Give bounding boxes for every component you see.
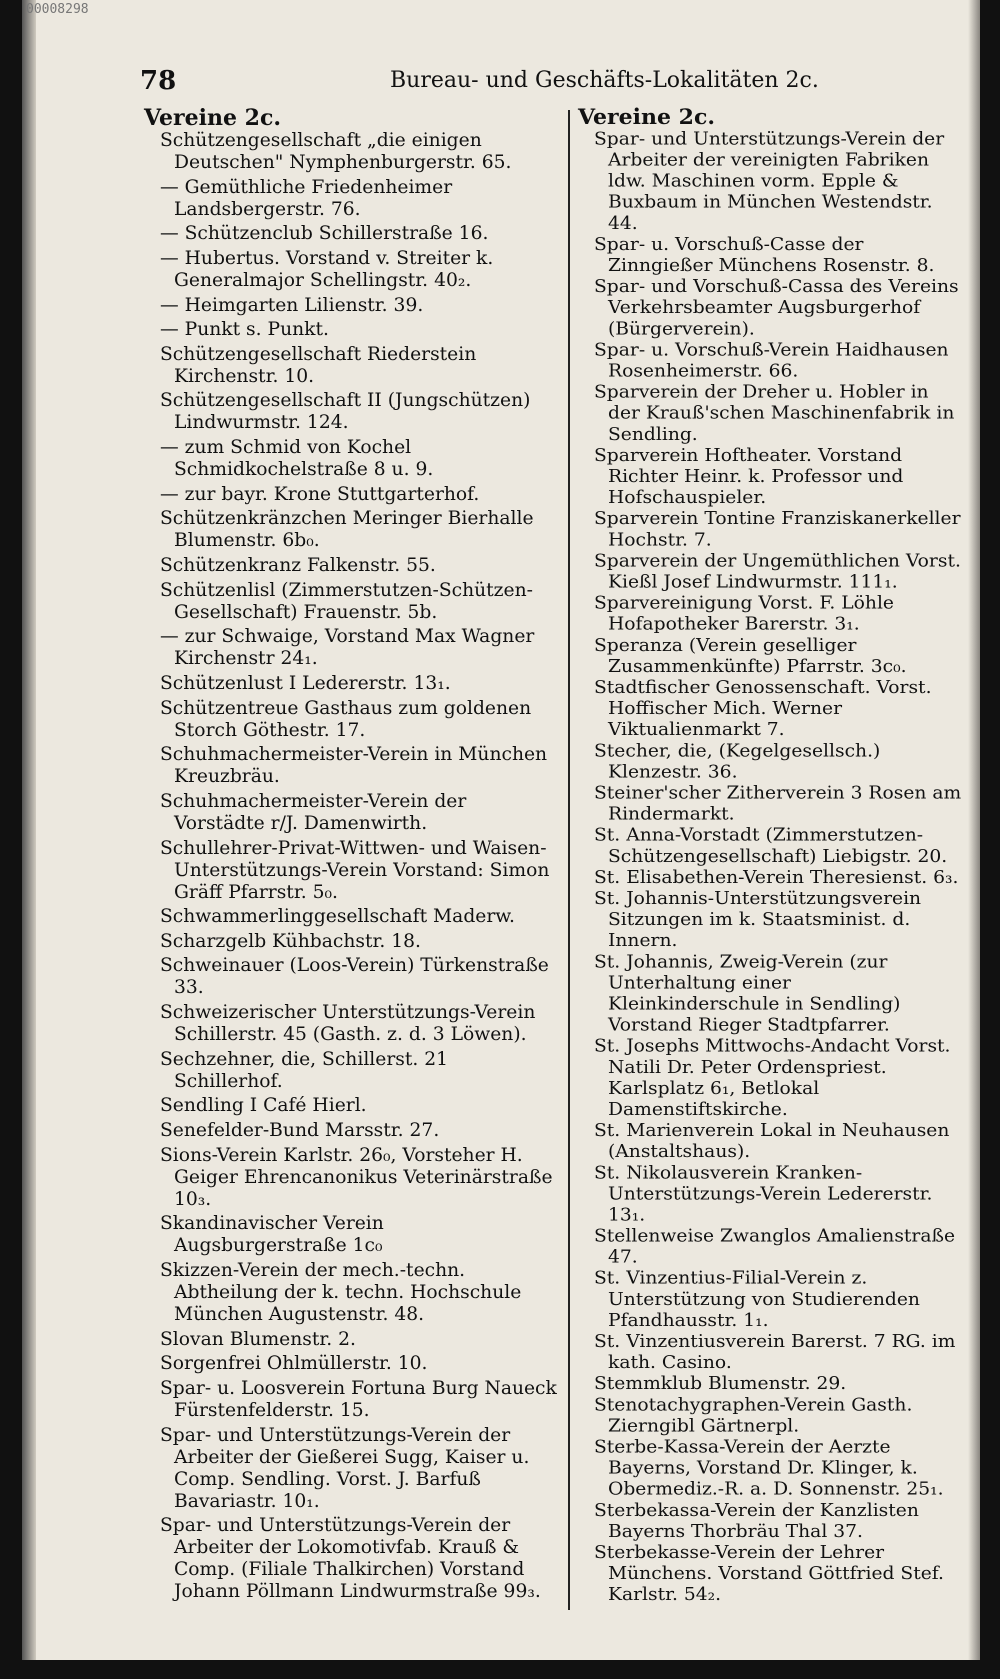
left-column-entry: Sendling I Café Hierl. — [160, 1095, 367, 1117]
right-column-entry: St. Vinzentius-Filial-Verein z. Unterstützung von Studierenden Pfandhausstr. 1₁. — [594, 1268, 920, 1331]
left-column-entry: — Hubertus. Vorstand v. Streiter k. Generalmajor Schellingstr. 40₂. — [160, 247, 494, 291]
left-column-entry: Schuhmachermeister-Verein der Vorstädte r/J. Damenwirth. — [160, 790, 467, 834]
left-column-entry: Spar- und Unterstützungs-Verein der Arbeiter der Lokomotivfab. Krauß & Comp. (Filiale Thalkirchen) Vorstand Johann Pöllmann Lindwurmstraße 99₃. — [160, 1515, 541, 1603]
binding-shadow — [22, 0, 36, 1660]
column-divider — [568, 110, 570, 1610]
left-column-entry: — Heimgarten Lilienstr. 39. — [160, 294, 424, 316]
running-head: Bureau- und Geschäfts-Lokalitäten 2c. — [390, 68, 819, 93]
left-column-entry: Sions-Verein Karlstr. 26₀, Vorsteher H. Geiger Ehrencanonikus Veterinärstraße 10₃. — [160, 1144, 553, 1210]
right-column-entry: Stecher, die, (Kegelgesellsch.) Klenzestr. 36. — [594, 740, 881, 783]
left-column-entry: Slovan Blumenstr. 2. — [160, 1328, 356, 1350]
right-column — [578, 106, 964, 1606]
left-column-entry: Scharzgelb Kühbachstr. 18. — [160, 930, 421, 952]
right-column-entry: Sparverein der Ungemüthlichen Vorst. Kießl Josef Lindwurmstr. 111₁. — [594, 551, 961, 593]
right-column-entry: Sparverein Hoftheater. Vorstand Richter Heinr. k. Professor und Hofschauspieler. — [594, 445, 904, 508]
left-column-entry: Sechzehner, die, Schillerst. 21 Schillerhof. — [160, 1048, 449, 1092]
left-column-entry: Skandinavischer Verein Augsburgerstraße 1c₀ — [160, 1213, 384, 1257]
left-column — [144, 106, 562, 1606]
right-column-entry: Spar- u. Vorschuß-Verein Haidhausen Rosenheimerstr. 66. — [594, 340, 949, 382]
right-column-entry: St. Vinzentiusverein Barerst. 7 RG. im kath. Casino. — [594, 1331, 956, 1373]
left-column-entry: Senefelder-Bund Marsstr. 27. — [160, 1120, 440, 1142]
left-column-entry: — zur Schwaige, Vorstand Max Wagner Kirchenstr 24₁. — [160, 626, 535, 670]
right-column-entry: Speranza (Verein geselliger Zusammenkünfte) Pfarrstr. 3c₀. — [594, 635, 907, 677]
right-column-entry: St. Johannis-Unterstützungsverein Sitzungen im k. Staatsminist. d. Innern. — [594, 888, 922, 951]
scan-id: 00008298 — [26, 2, 89, 17]
right-column-entry: St. Josephs Mittwochs-Andacht Vorst. Natili Dr. Peter Ordenspriest. Karlsplatz 6₁, Betlokal Damenstiftskirche. — [594, 1036, 951, 1120]
left-column-entry: Sorgenfrei Ohlmüllerstr. 10. — [160, 1353, 428, 1375]
right-column-entry: Sparverein der Dreher u. Hobler in der Krauß'schen Maschinenfabrik in Sendling. — [594, 382, 955, 445]
left-column-entry: Schweizerischer Unterstützungs-Verein Schillerstr. 45 (Gasth. z. d. 3 Löwen). — [160, 1002, 536, 1046]
right-column-entry: Stenotachygraphen-Verein Gasth. Zierngibl Gärtnerpl. — [594, 1395, 913, 1437]
right-column-entry: St. Johannis, Zweig-Verein (zur Unterhaltung einer Kleinkinderschule in Sendling) Vorstand Rieger Stadtpfarrer. — [594, 951, 901, 1036]
left-column-entry: Spar- und Unterstützungs-Verein der Arbeiter der Gießerei Sugg, Kaiser u. Comp. Sendling. Vorst. J. Barfuß Bavariastr. 10₁. — [160, 1424, 530, 1512]
right-column-entry: St. Anna-Vorstadt (Zimmerstutzen-Schützengesellschaft) Liebigstr. 20. — [594, 825, 948, 867]
left-column-entry: Schützenkränzchen Meringer Bierhalle Blumenstr. 6b₀. — [160, 508, 534, 552]
left-column-entry: — zur bayr. Krone Stuttgarterhof. — [160, 483, 480, 505]
right-column-entry: Sterbekasse-Verein der Lehrer Münchens. Vorstand Göttfried Stef. Karlstr. 54₂. — [594, 1542, 944, 1606]
left-column-entry: Schützentreue Gasthaus zum goldenen Storch Göthestr. 17. — [160, 697, 532, 741]
right-column-entry: Sparverein Tontine Franziskanerkeller Hochstr. 7. — [594, 508, 961, 551]
left-column-entry: Schuhmachermeister-Verein in München Kreuzbräu. — [160, 744, 548, 788]
left-column-entry: — Schützenclub Schillerstraße 16. — [160, 223, 489, 245]
right-column-entry: Spar- u. Vorschuß-Casse der Zinngießer Münchens Rosenstr. 8. — [594, 234, 935, 276]
right-column-entry: St. Elisabethen-Verein Theresienst. 6₃. — [594, 867, 959, 888]
left-column-entry: Schützengesellschaft Riederstein Kirchenstr. 10. — [160, 343, 477, 387]
left-column-entry: Skizzen-Verein der mech.-techn. Abtheilung der k. techn. Hochschule München Augustenstr. 48. — [160, 1259, 522, 1325]
page-header — [140, 62, 980, 98]
right-column-entry: Spar- und Vorschuß-Cassa des Vereins Verkehrsbeamter Augsburgerhof (Bürgerverein). — [594, 276, 959, 340]
book-page — [22, 0, 980, 1660]
left-column-entry: — Gemüthliche Friedenheimer Landsbergerstr. 76. — [160, 176, 453, 220]
left-column-entry: Spar- u. Loosverein Fortuna Burg Naueck Fürstenfelderstr. 15. — [160, 1377, 557, 1421]
left-column-entry: Schützengesellschaft „die einigen Deutschen" Nymphenburgerstr. 65. — [160, 130, 512, 173]
left-column-heading: Vereine 2c. — [144, 105, 282, 131]
right-column-entry: St. Nikolausverein Kranken- Unterstützungs-Verein Ledererstr. 13₁. — [594, 1162, 933, 1226]
right-column-entry: Spar- und Unterstützungs-Verein der Arbeiter der vereinigten Fabriken ldw. Maschinen vorm. Epple & Buxbaum in München Westendstr. 44. — [594, 129, 945, 234]
right-column-entry: Steiner'scher Zitherverein 3 Rosen am Rindermarkt. — [594, 783, 962, 825]
page-edge — [968, 0, 980, 1660]
right-column-entry: Stellenweise Zwanglos Amalienstraße 47. — [594, 1226, 956, 1268]
right-column-entry: Sparvereinigung Vorst. F. Löhle Hofapotheker Barerstr. 3₁. — [594, 593, 894, 635]
left-column-entry: Schwammerlinggesellschaft Maderw. — [160, 906, 515, 928]
left-column-entry: Schützenlisl (Zimmerstutzen-Schützen-Gesellschaft) Frauenstr. 5b. — [160, 579, 533, 623]
right-column-heading: Vereine 2c. — [578, 105, 716, 130]
right-column-entry: Stadtfischer Genossenschaft. Vorst. Hoffischer Mich. Werner Viktualienmarkt 7. — [594, 677, 932, 740]
page-number: 78 — [140, 66, 177, 96]
right-column-entry: Sterbekassa-Verein der Kanzlisten Bayerns Thorbräu Thal 37. — [594, 1500, 919, 1542]
left-column-entry: — Punkt s. Punkt. — [160, 319, 329, 341]
left-column-entry: Schützenlust I Ledererstr. 13₁. — [160, 672, 451, 694]
right-column-entry: St. Marienverein Lokal in Neuhausen (Anstaltshaus). — [594, 1120, 950, 1162]
left-column-entry: Schützenkranz Falkenstr. 55. — [160, 555, 436, 577]
right-column-entry: Stemmklub Blumenstr. 29. — [594, 1373, 847, 1395]
left-column-entry: Schullehrer-Privat-Wittwen- und Waisen-Unterstützungs-Verein Vorstand: Simon Gräff Pfarrstr. 5₀. — [160, 837, 550, 903]
left-column-entry: Schweinauer (Loos-Verein) Türkenstraße 33. — [160, 955, 549, 999]
left-column-entry: — zum Schmid von Kochel Schmidkochelstraße 8 u. 9. — [160, 437, 434, 481]
right-column-entry: Sterbe-Kassa-Verein der Aerzte Bayerns, Vorstand Dr. Klinger, k. Obermediz.-R. a. D. Sonnenstr. 25₁. — [594, 1437, 944, 1500]
left-column-entry: Schützengesellschaft II (Jungschützen) Lindwurmstr. 124. — [160, 390, 531, 434]
